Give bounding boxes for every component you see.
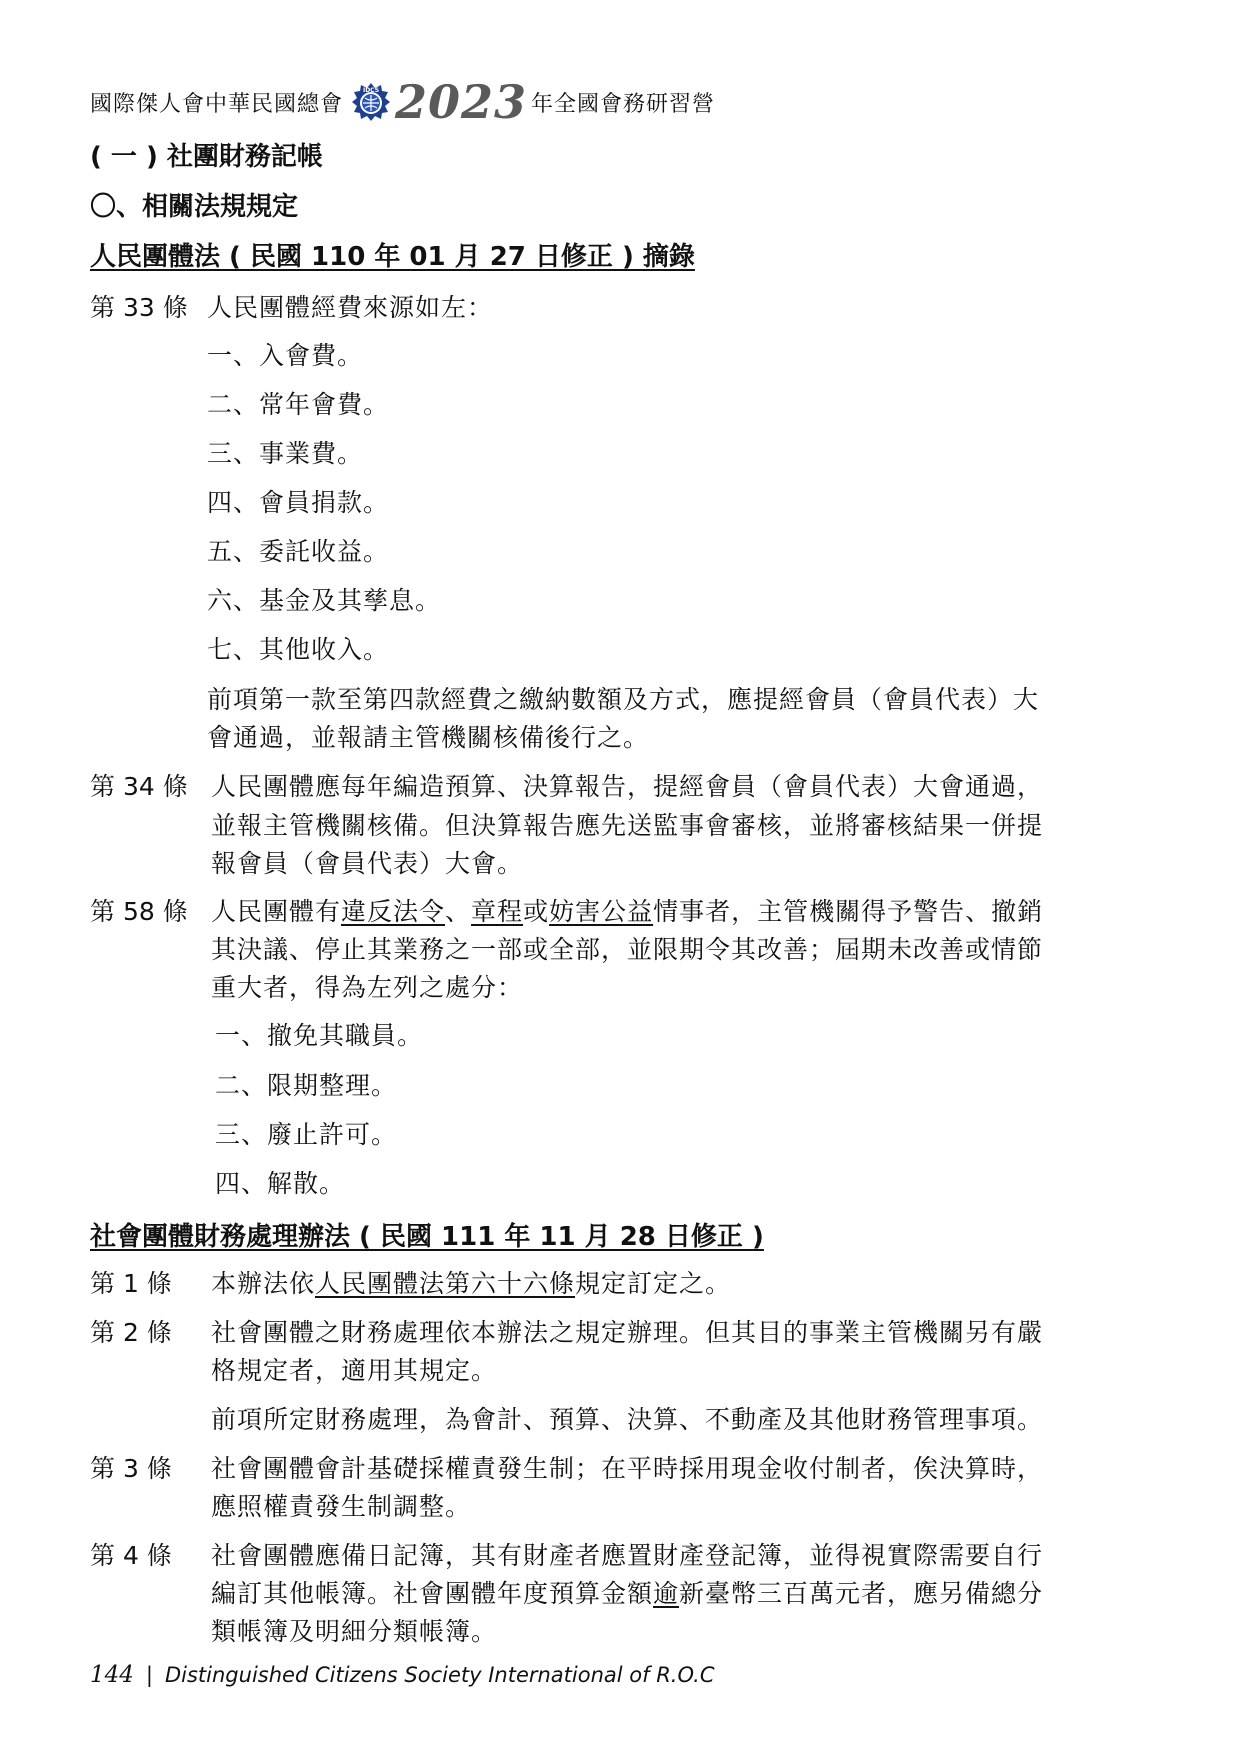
art33-label: 第 33 條 (90, 293, 188, 322)
art33-note-line: 前項第一款至第四款經費之繳納數額及方式，應提經會員（會員代表）大 (207, 685, 1040, 714)
art58-line: 其決議、停止其業務之一部或全部，並限期令其改善；屆期未改善或情節 (211, 935, 1044, 964)
art4-line: 類帳簿及明細分類帳簿。 (211, 1617, 498, 1646)
art58-text: 情事者，主管機關得予警告、撤銷 (653, 897, 1044, 926)
art2-line: 前項所定財務處理，為會計、預算、決算、不動產及其他財務管理事項。 (211, 1405, 1044, 1434)
art4-text: 編訂其他帳簿。社會團體年度預算金額 (211, 1579, 654, 1608)
art33-item: 二、常年會費。 (207, 390, 390, 419)
art33-item: 六、基金及其孳息。 (207, 586, 442, 615)
art33-item: 五、委託收益。 (207, 537, 390, 566)
art58-item: 四、解散。 (215, 1169, 346, 1198)
art3-line: 社會團體會計基礎採權責發生制；在平時採用現金收付制者，俟決算時， (211, 1454, 1044, 1483)
art33-item: 四、會員捐款。 (207, 488, 390, 517)
art1-line (211, 1264, 731, 1300)
art58-text: 人民團體有 (211, 897, 342, 926)
art33-note-line: 會通過，並報請主管機關核備後行之。 (207, 723, 650, 752)
art58-item: 三、廢止許可。 (215, 1120, 398, 1149)
section-title: ( 一 ) 社團財務記帳 (90, 142, 323, 172)
art33-item: 三、事業費。 (207, 439, 364, 468)
footer-separator: | (145, 1663, 153, 1687)
art34-line: 並報主管機關核備。但決算報告應先送監事會審核，並將審核結果一併提 (211, 811, 1044, 840)
art4-text: 新臺幣三百萬元者，應另備總分 (679, 1579, 1044, 1608)
subsection-title: 〇、相關法規規定 (90, 192, 299, 222)
art3-line: 應照權責發生制調整。 (211, 1492, 472, 1521)
header-year: 2023 (395, 75, 528, 129)
art34-line: 人民團體應每年編造預算、決算報告，提經會員（會員代表）大會通過， (211, 772, 1044, 801)
public-interest-text: 妨害公益 (549, 897, 654, 926)
idcs-logo-icon (351, 82, 391, 122)
art3-label: 第 3 條 (90, 1454, 172, 1483)
art58-label: 第 58 條 (90, 897, 188, 926)
charter-text: 章程 (471, 897, 524, 926)
art58-item: 二、限期整理。 (215, 1071, 398, 1100)
art58-item: 一、撤免其職員。 (215, 1021, 424, 1050)
svg-text:IDCS: IDCS (362, 87, 380, 94)
art2-line: 格規定者，適用其規定。 (211, 1356, 498, 1385)
art4-line-2 (211, 1574, 1043, 1610)
art58-line: 重大者，得為左列之處分： (211, 973, 524, 1002)
violation-of-law-text: 違反法令 (341, 897, 446, 926)
art33-item: 一、入會費。 (207, 341, 364, 370)
header-event: 年全國會務研習營 (531, 91, 716, 117)
art1-text: 本辦法依 (211, 1269, 316, 1298)
art2-label: 第 2 條 (90, 1318, 172, 1347)
exceeds-text: 逾 (653, 1579, 680, 1608)
law2-title: 社會團體財務處理辦法 ( 民國 111 年 11 月 28 日修正 ) (90, 1222, 764, 1252)
page-header (90, 74, 715, 130)
art58-text: 、 (445, 897, 472, 926)
art33-intro: 人民團體經費來源如左： (207, 293, 494, 322)
page-number: 144 (90, 1662, 134, 1688)
art1-reference-text: 人民團體法第六十六條 (315, 1269, 576, 1298)
art4-line: 社會團體應備日記簿，其有財產者應置財產登記簿，並得視實際需要自行 (211, 1541, 1044, 1570)
page-footer (90, 1662, 714, 1688)
art1-text: 規定訂定之。 (575, 1269, 732, 1298)
footer-org: Distinguished Citizens Society International of R.O.C (164, 1663, 715, 1687)
law1-title: 人民團體法 ( 民國 110 年 01 月 27 日修正 ) 摘錄 (90, 242, 695, 272)
art58-line-1 (211, 892, 1043, 928)
art33-item: 七、其他收入。 (207, 635, 390, 664)
art4-label: 第 4 條 (90, 1541, 172, 1570)
art2-line: 社會團體之財務處理依本辦法之規定辦理。但其目的事業主管機關另有嚴 (211, 1318, 1044, 1347)
header-org: 國際傑人會中華民國總會 (90, 91, 344, 117)
art34-line: 報會員（會員代表）大會。 (211, 849, 524, 878)
art58-text: 或 (523, 897, 550, 926)
art34-label: 第 34 條 (90, 772, 188, 801)
art1-label: 第 1 條 (90, 1269, 172, 1298)
